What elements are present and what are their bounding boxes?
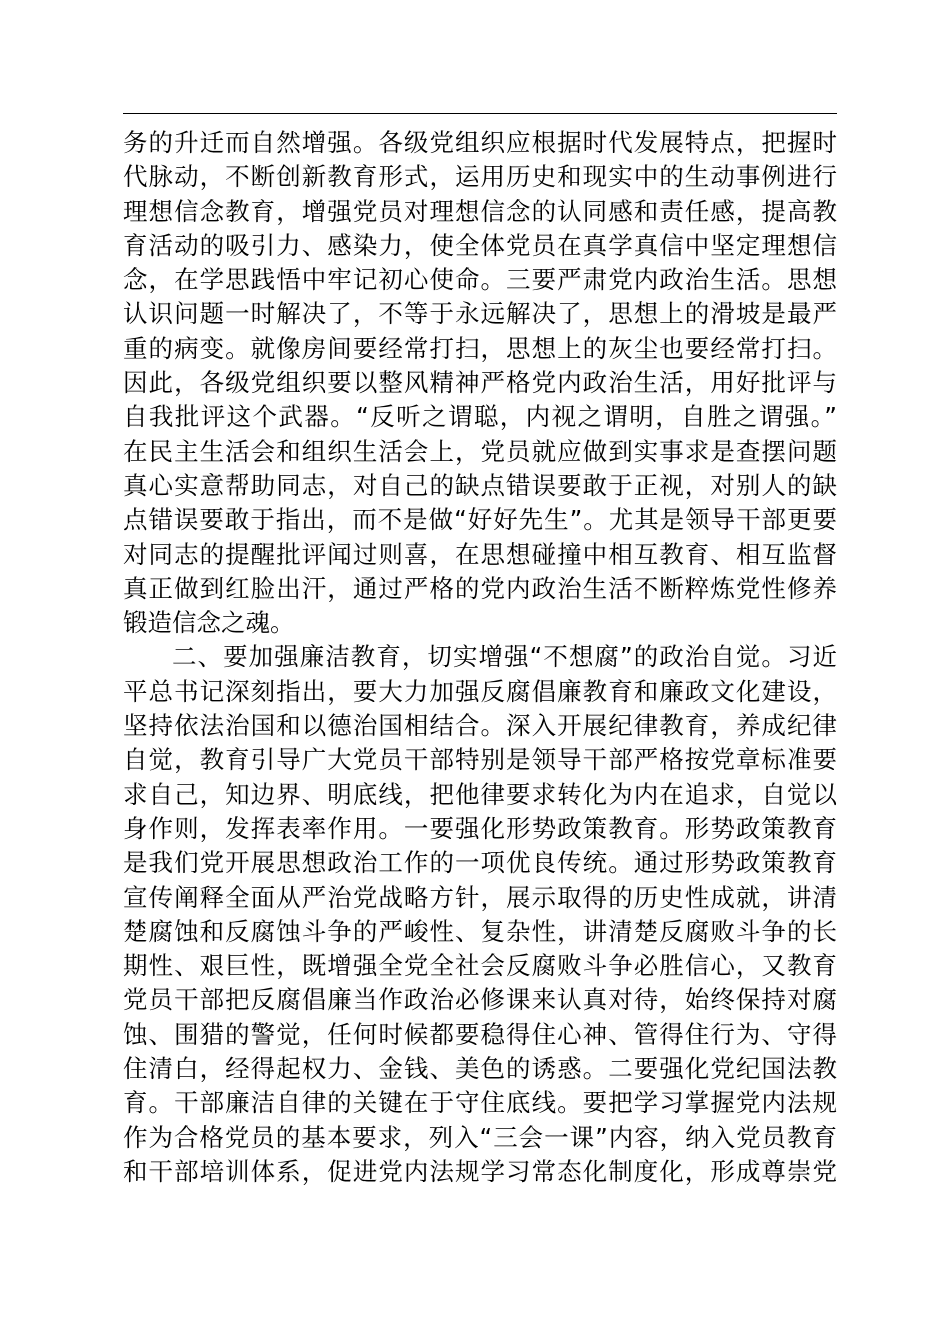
document-body — [123, 126, 837, 1189]
text-line: 务的升迁而自然增强。各级党组织应根据时代发展特点，把握时 — [123, 128, 837, 157]
text-line: 念，在学思践悟中牢记初心使命。三要严肃党内政治生活。思想 — [123, 265, 837, 295]
text-line: 和干部培训体系，促进党内法规学习常态化制度化，形成尊崇党 — [123, 1156, 837, 1186]
text-line: 宣传阐释全面从严治党战略方针，展示取得的历史性成就，讲清 — [123, 882, 837, 912]
text-line: 重的病变。就像房间要经常打扫，思想上的灰尘也要经常打扫。 — [123, 333, 837, 363]
text-line: 认识问题一时解决了，不等于永远解决了，思想上的滑坡是最严 — [123, 299, 837, 329]
text-line: 锻造信念之魂。 — [123, 608, 295, 638]
text-line: 党员干部把反腐倡廉当作政治必修课来认真对待，始终保持对腐 — [123, 985, 837, 1015]
text-line: 真正做到红脸出汗，通过严格的党内政治生活不断粹炼党性修养 — [123, 573, 837, 603]
text-line: 因此，各级党组织要以整风精神严格党内政治生活，用好批评与 — [123, 368, 837, 398]
text-line: 平总书记深刻指出，要大力加强反腐倡廉教育和廉政文化建设， — [123, 676, 837, 706]
text-line: 对同志的提醒批评闻过则喜，在思想碰撞中相互教育、相互监督 — [123, 539, 837, 569]
text-line: 坚持依法治国和以德治国相结合。深入开展纪律教育，养成纪律 — [123, 711, 837, 741]
text-line: 理想信念教育，增强党员对理想信念的认同感和责任感，提高教 — [123, 196, 837, 226]
text-line: 在民主生活会和组织生活会上，党员就应做到实事求是查摆问题 — [123, 436, 837, 466]
text-line: 求自己，知边界、明底线，把他律要求转化为内在追求，自觉以 — [123, 779, 837, 809]
text-line: 点错误要敢于指出，而不是做“好好先生”。尤其是领导干部更要 — [123, 505, 837, 535]
text-line: 真心实意帮助同志，对自己的缺点错误要敢于正视，对别人的缺 — [123, 470, 837, 500]
text-line: 住清白，经得起权力、金钱、美色的诱惑。二要强化党纪国法教 — [123, 1054, 837, 1084]
text-line: 育活动的吸引力、感染力，使全体党员在真学真信中坚定理想信 — [123, 230, 837, 260]
text-line: 育。干部廉洁自律的关键在于守住底线。要把学习掌握党内法规 — [123, 1088, 837, 1118]
text-line: 作为合格党员的基本要求，列入“三会一课”内容，纳入党员教育 — [123, 1122, 837, 1152]
text-line: 自我批评这个武器。“反听之谓聪，内视之谓明，自胜之谓强。” — [123, 402, 837, 432]
text-line: 期性、艰巨性，既增强全党全社会反腐败斗争必胜信心，又教育 — [123, 951, 837, 981]
header-rule — [123, 113, 837, 114]
paragraph-heading-line: 二、要加强廉洁教育，切实增强“不想腐”的政治自觉。习近 — [172, 642, 837, 672]
text-line: 身作则，发挥表率作用。一要强化形势政策教育。形势政策教育 — [123, 813, 837, 843]
text-line: 是我们党开展思想政治工作的一项优良传统。通过形势政策教育 — [123, 848, 837, 878]
text-line: 自觉，教育引导广大党员干部特别是领导干部严格按党章标准要 — [123, 745, 837, 775]
text-line: 代脉动，不断创新教育形式，运用历史和现实中的生动事例进行 — [123, 162, 837, 192]
text-line: 蚀、围猎的警觉，任何时候都要稳得住心神、管得住行为、守得 — [123, 1019, 837, 1049]
text-line: 楚腐蚀和反腐蚀斗争的严峻性、复杂性，讲清楚反腐败斗争的长 — [123, 916, 837, 946]
